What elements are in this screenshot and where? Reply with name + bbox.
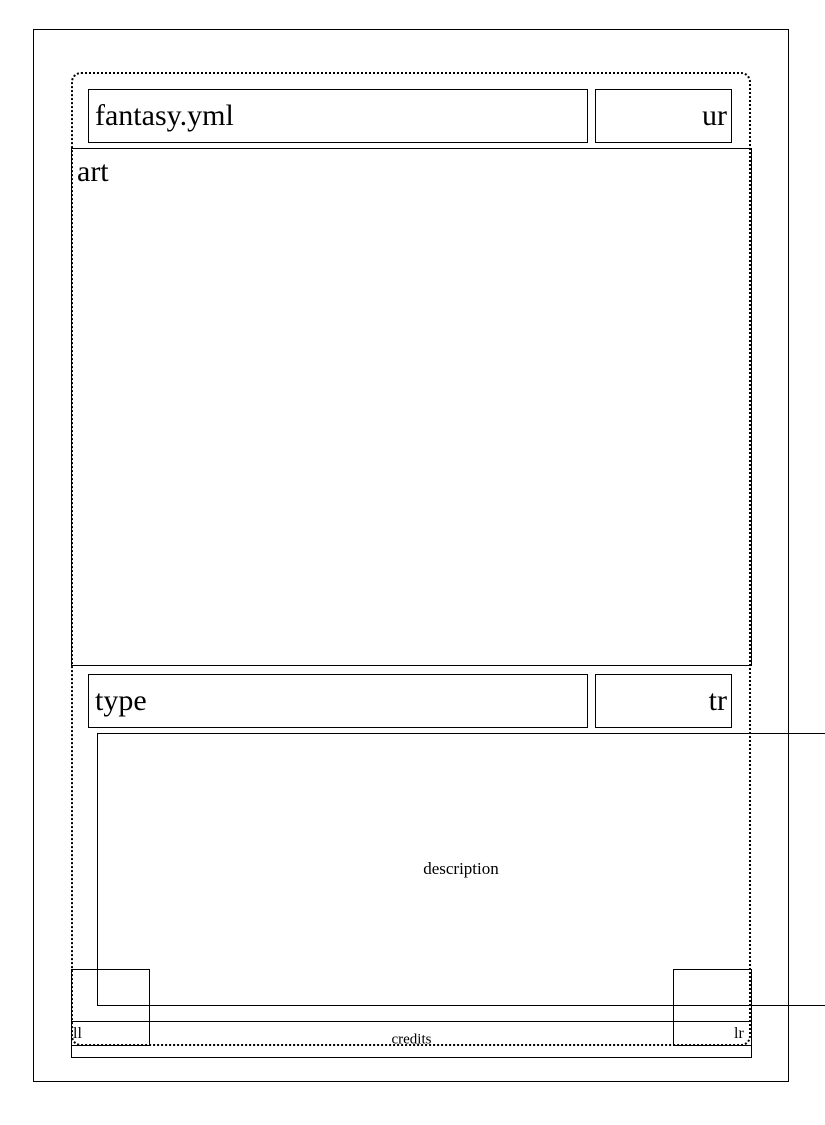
card-cost-label: ur xyxy=(702,99,727,132)
card-title-field[interactable] xyxy=(88,89,588,143)
card-cost-field[interactable] xyxy=(595,89,732,143)
card-art-field[interactable] xyxy=(71,148,752,666)
card-art-label: art xyxy=(77,155,109,188)
card-toughness-label: lr xyxy=(734,1025,744,1042)
card-trait-field[interactable] xyxy=(595,674,732,728)
card-credits-field[interactable] xyxy=(71,1021,752,1058)
card-description-field[interactable] xyxy=(97,733,825,1006)
card-power-label: ll xyxy=(73,1025,82,1042)
card-trait-label: tr xyxy=(708,684,727,717)
card-type-label: type xyxy=(95,684,147,717)
card-description-label: description xyxy=(423,859,499,878)
card-type-field[interactable] xyxy=(88,674,588,728)
card-title-label: fantasy.yml xyxy=(95,99,234,132)
card-credits-label: credits xyxy=(391,1031,432,1047)
